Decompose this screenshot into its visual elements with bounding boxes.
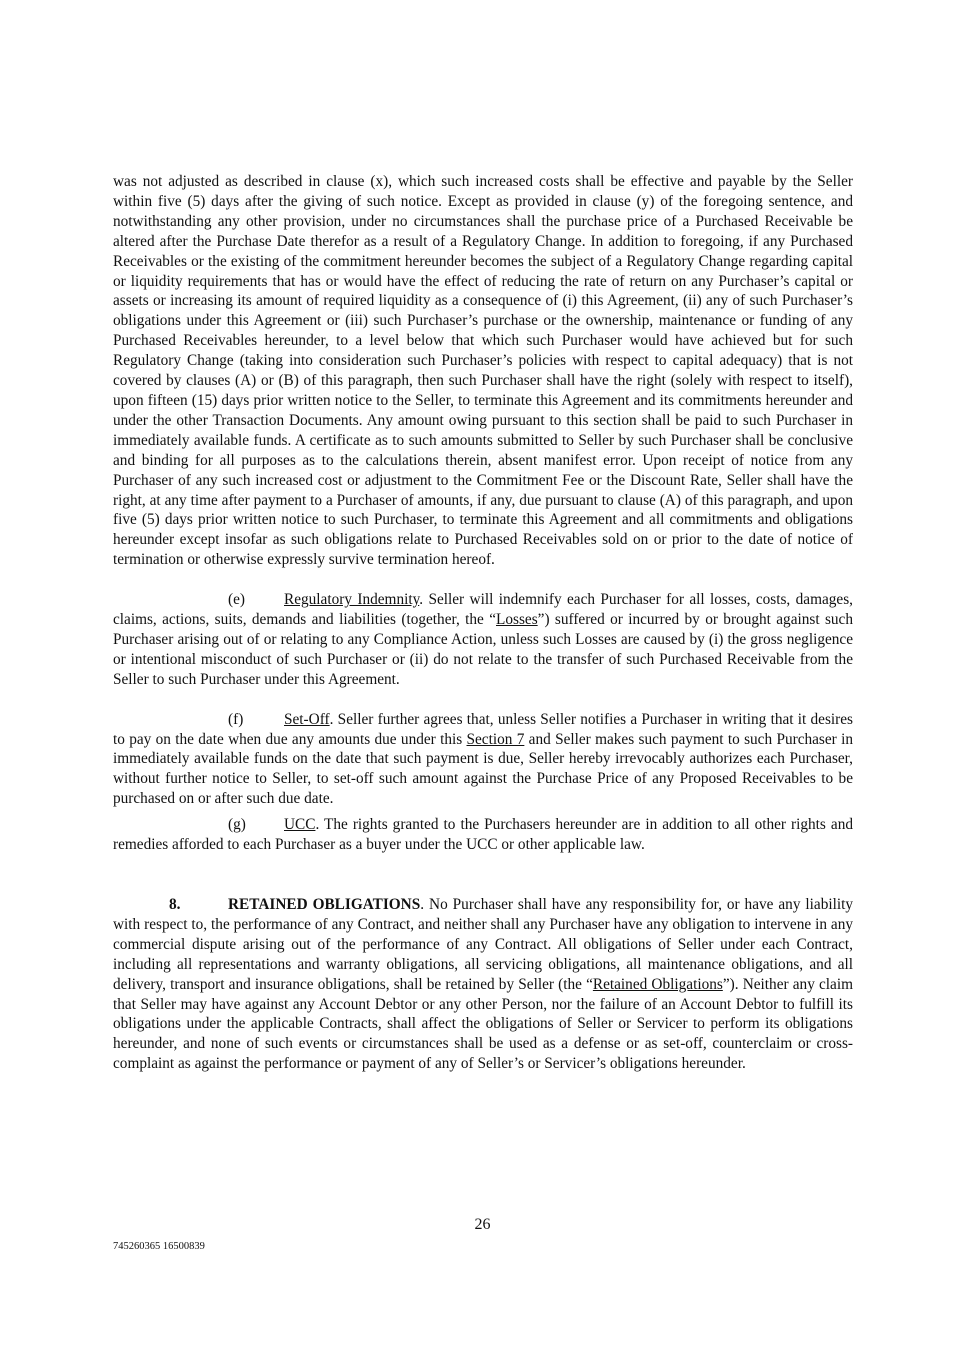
paragraph-continuation: was not adjusted as described in clause (x), which such increased costs shall be effective and payable by the Seller within five (5) days after the giving of such notice. Except as provided in clause (y) of the foregoing sentence, and notwithstanding any other provision, under no circumstances shall the purchase price of a Purchased Receivable be altered after the Purchase Date therefor as a result of a Regulatory Change. In addition to foregoing, if any Purchased Receivables or the existing of the commitment hereunder becomes the subject of a Regulatory Change regarding capital or liquidity requirements that has or would have the effect of reducing the rate of return on any Purchaser’s capital or assets or increasing its amount of required liquidity as a consequence of (i) this Agreement, (ii) any of such Purchaser’s obligations under this Agreement or (iii) such Purchaser’s purchase or the ownership, maintenance or funding of any Purchased Receivables hereunder, to a level below that which such Purchaser would have achieved but for such Regulatory Change (taking into consideration such Purchaser’s policies with respect to capital adequacy) that is not covered by clauses (A) or (B) of this paragraph, then such Purchaser shall have the right (solely with respect to itself), upon fifteen (15) days prior written notice to the Seller, to terminate this Agreement and its commitments hereunder and under the other Transaction Documents. Any amount owing pursuant to this section shall be paid to such Purchaser in immediately available funds. A certificate as to such amounts submitted to Seller by such Purchaser shall be conclusive and binding for all purposes as to the calculations therein, absent manifest error. Upon receipt of notice from any Purchaser of any such increased cost or adjustment to the Commitment Fee or the Discount Rate, Seller shall have the right, at any time after payment to a Purchaser of amounts, if any, due pursuant to clause (A) of this paragraph, and upon five (5) days prior written notice to such Purchaser, to terminate this Agreement and all commitments and obligations hereunder except insofar as such obligations relate to Purchased Receivables sold on or prior to the date of notice of termination or otherwise expressly survive termination hereof. [113, 173, 853, 569]
document-id: 745260365 16500839 [113, 1241, 205, 1252]
section-8-retained-obligations [113, 895, 853, 1074]
clause-text-e-2: ”) suffered or incurred by or brought against such Purchaser arising out of or relating to any Compliance Action, unless such Losses are caused by (i) the gross negligence or intentional misconduct of such Purchaser or (ii) do not relate to the transfer of such Purchased Receivable from the Seller to such Purchaser under this Agreement. [113, 611, 853, 688]
paragraph-f-set-off [113, 710, 853, 810]
clause-heading-e: Regulatory Indemnity [284, 591, 420, 609]
defined-term-retained-obligations: Retained Obligations [592, 975, 723, 993]
defined-term-losses: Losses [496, 611, 538, 629]
section-text-1: . No Purchaser shall have any responsibility for, or have any liability with respect to, the performance of any Contract, and neither shall any Purchaser have any obligation to intervene in any commercial dispute arising out of the performance of any Contract. All obligations of Seller under each Contract, including all representations and warranty obligations, all servicing obligations, all maintenance obligations, and all delivery, transport and insurance obligations, shall be retained by Seller (the “ [113, 896, 853, 993]
clause-heading-f: Set-Off [284, 710, 330, 728]
paragraph-e-regulatory-indemnity [113, 590, 853, 690]
clause-heading-g: UCC [284, 816, 316, 834]
section-reference-link[interactable]: Section 7 [466, 730, 525, 748]
clause-text-g: . The rights granted to the Purchasers hereunder are in addition to all other rights and remedies afforded to each Purchaser as a buyer under the UCC or other applicable law. [113, 816, 853, 854]
clause-label-e: (e) [228, 591, 245, 609]
section-number: 8. [169, 896, 181, 913]
document-body [113, 172, 853, 1074]
paragraph-g-ucc [113, 815, 853, 855]
section-heading: RETAINED OBLIGATIONS [228, 896, 421, 913]
clause-text-f-1: . Seller further agrees that, unless Seller notifies a Purchaser in writing that it desires to pay on the date when due any amounts due under this [113, 710, 853, 748]
page-number: 26 [474, 1216, 491, 1233]
clause-text-f-2: and Seller makes such payment to such Purchaser in immediately available funds on the date that such payment is due, Seller hereby irrevocably authorizes each Purchaser, without further notice to Seller, to set-off such amount against the Purchase Price of any Proposed Receivables to be purchased on or after such due date. [113, 730, 853, 808]
clause-label-g: (g) [228, 816, 246, 834]
clause-text-e-1: . Seller will indemnify each Purchaser for all losses, costs, damages, claims, actions, suits, demands and liabilities (together, the “ [113, 591, 853, 629]
clause-label-f: (f) [228, 710, 244, 728]
section-text-2: ”). Neither any claim that Seller may have against any Account Debtor or any other Person, nor the failure of an Account Debtor to fulfill its obligations under the applicable Contracts, shall affect the obligations of Seller or Servicer to perform its obligations hereunder, and none of such events or circumstances shall be used as a defense or as set-off, counterclaim or cross-complaint as against the performance or payment of any of Seller’s or Servicer’s obligations hereunder. [113, 975, 853, 1073]
